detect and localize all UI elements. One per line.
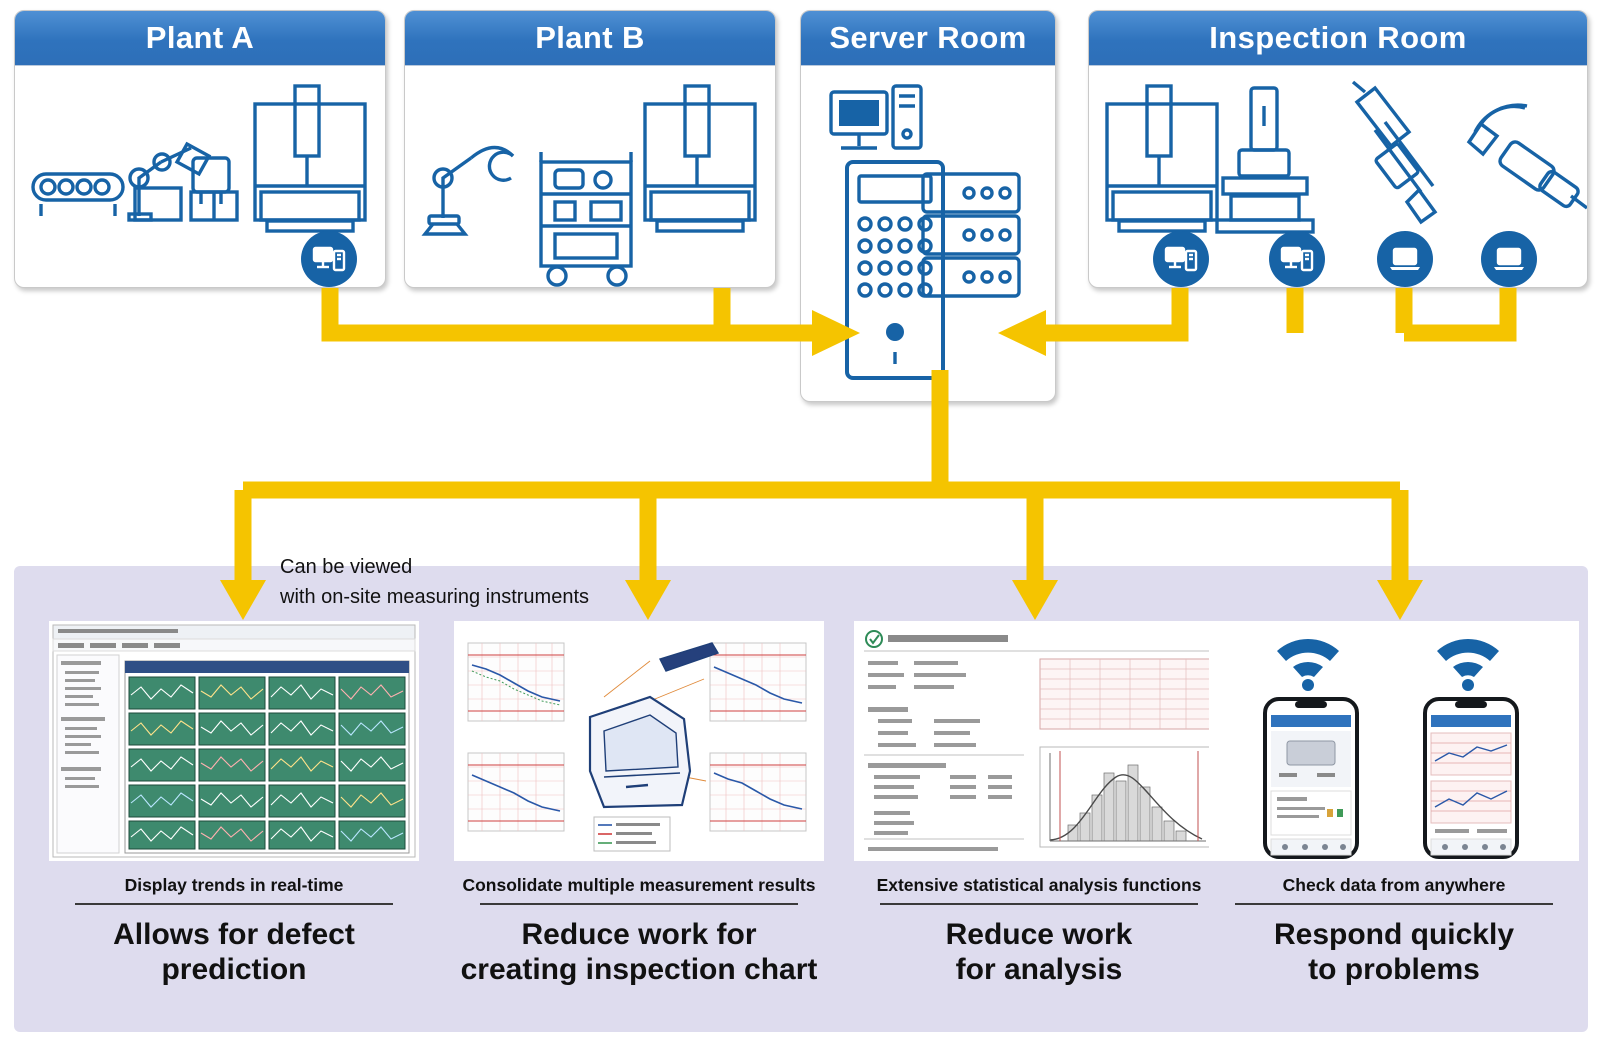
coordinate-measuring-machine-icon [1107,86,1217,231]
desktop-pc-badge-icon [1269,231,1325,287]
benefits-panel [14,566,1588,1032]
room-card-inspection-room [1088,10,1588,288]
server-rack-icon [923,174,1019,296]
feature-card-mobile-access [1209,621,1579,988]
desktop-pc-badge-icon [301,231,357,287]
feature-caption-large-line1: Reduce work [945,918,1133,951]
room-header-server-room [801,11,1055,66]
server-room-illustration [801,66,1056,402]
desktop-pc-badge-icon [1153,231,1209,287]
room-title: Server Room [829,20,1027,55]
feature-card-defect-prediction [49,621,419,988]
room-header-inspection-room [1089,11,1587,66]
room-title: Plant B [535,20,645,55]
feature-card-statistical-analysis [854,621,1224,988]
caliper-icon [1353,82,1435,222]
room-title: Plant A [145,20,255,55]
smartphone-device [1265,699,1357,857]
feature-caption-large-line2: creating inspection chart [460,953,818,987]
feature-caption-large-line2: to problems [1308,953,1480,987]
trend-chart-grid-screenshot [49,621,419,861]
smartphone-device [1425,699,1517,857]
caption-divider [75,903,393,905]
feature-caption-large [1209,917,1579,988]
server-tower-icon [847,162,943,378]
room-body-plant-a [15,66,385,288]
room-body-inspection-room [1089,66,1587,288]
viewing-note-line2: with on-site measuring instruments [280,586,590,608]
coordinate-measuring-machine-icon [255,86,365,231]
coordinate-measuring-machine-icon [645,86,755,231]
feature-caption-large-line1: Reduce work for [521,918,757,951]
room-card-plant-a [14,10,386,288]
feature-caption-small: Extensive statistical analysis functions [876,875,1202,895]
room-card-plant-b [404,10,776,288]
plant-b-equipment-illustration [405,66,776,288]
room-body-server-room [801,66,1055,402]
tool-cart-icon [541,152,631,285]
feature-caption-small: Consolidate multiple measurement results [462,875,816,895]
feature-card-inspection-chart [454,621,824,988]
feature-caption-large [49,917,419,988]
laptop-badge-icon [1377,231,1433,287]
feature-caption-large-line1: Respond quickly [1273,918,1515,951]
feature-caption-small: Check data from anywhere [1282,875,1506,895]
feature-caption-large [454,917,824,988]
viewing-note-line1: Can be viewed [280,556,413,578]
conveyor-icon [33,174,123,216]
room-header-plant-a [15,11,385,66]
room-header-plant-b [405,11,775,66]
caption-divider [480,903,798,905]
mobile-app-screenshot [1209,621,1579,861]
feature-caption-large-line2: prediction [161,953,307,987]
feature-caption-large-line1: Allows for defect [113,918,355,951]
laptop-badge-icon [1481,231,1537,287]
viewing-note [280,552,589,612]
robot-arm-icon [425,147,513,234]
feature-caption-small: Display trends in real-time [124,875,344,895]
feature-caption-large-line2: for analysis [955,953,1123,987]
inspection-chart-screenshot [454,621,824,861]
room-title: Inspection Room [1209,20,1467,55]
statistical-analysis-report-screenshot [854,621,1224,861]
micrometer-icon [1469,105,1587,208]
desktop-computer-icon [831,86,921,148]
room-card-server-room [800,10,1056,402]
caption-divider [880,903,1198,905]
vision-measuring-system-icon [1217,88,1313,232]
feature-caption-large [854,917,1224,988]
room-body-plant-b [405,66,775,288]
caption-divider [1235,903,1553,905]
